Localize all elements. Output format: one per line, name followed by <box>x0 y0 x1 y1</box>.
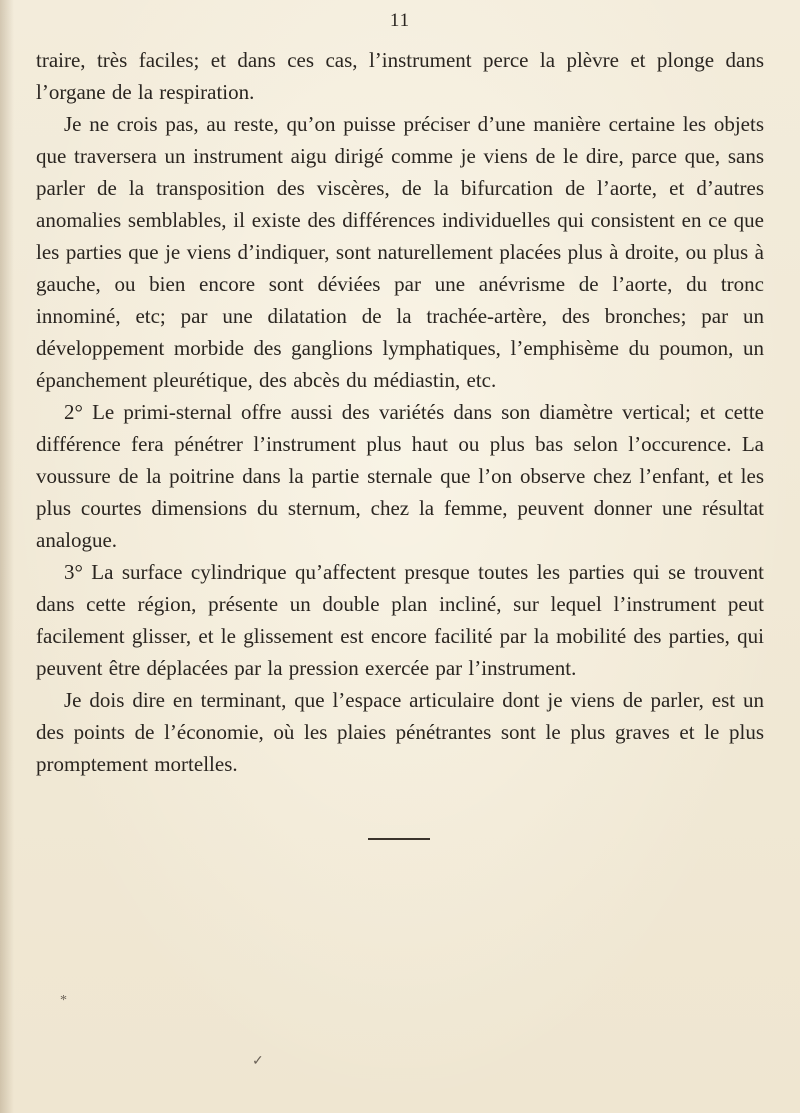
paragraph-point-3: 3° La surface cylindrique qu’affectent presque toutes les parties qui se trouvent dans cette région, présente un double plan incliné, sur lequel l’instrument peut facilement glisser, et le glissement est encore facilité par la mobilité des parties, qui peuvent être déplacées par la pression exercée par l’instrument. <box>36 560 764 680</box>
paragraph-point-2: 2° Le primi-sternal offre aussi des variétés dans son diamètre vertical; et cette différence fera pénétrer l’instrument plus haut ou plus bas selon l’occurence. La voussure de la poitrine dans la partie sternale que l’on observe chez l’enfant, et les plus courtes dimensions du sternum, chez la femme, peuvent donner une résultat analogue. <box>36 400 764 552</box>
body-text <box>36 44 764 780</box>
paragraph-anomalies: Je ne crois pas, au reste, qu’on puisse préciser d’une manière certaine les objets que traversera un instrument aigu dirigé comme je viens de le dire, parce que, sans parler de la transposition des viscères, de la bifurcation de l’aorte, et d’autres anomalies semblables, il existe des différences individuelles qui consistent en ce que les parties que je viens d’indiquer, sont naturellement placées plus à droite, ou plus à gauche, ou bien encore sont déviées par une anévrisme de l’aorte, du tronc innominé, etc; par une dilatation de la trachée-artère, des bronches; par un développement morbide des ganglions lymphatiques, l’emphisème du poumon, un épanchement pleurétique, des abcès du médiastin, etc. <box>36 112 764 392</box>
stray-mark-asterisk: * <box>60 993 67 1008</box>
page-gutter-shadow <box>0 0 14 1113</box>
page-number: 11 <box>389 10 411 31</box>
paragraph-conclusion: Je dois dire en terminant, que l’espace articulaire dont je viens de parler, est un des points de l’économie, où les plaies pénétrantes sont le plus graves et le plus promptement mortelles. <box>36 688 764 776</box>
closing-rule <box>368 838 430 840</box>
stray-mark-check: ✓ <box>252 1054 264 1069</box>
paragraph-continuation: traire, très faciles; et dans ces cas, l’instrument perce la plèvre et plonge dans l’organe de la respiration. <box>36 48 764 104</box>
